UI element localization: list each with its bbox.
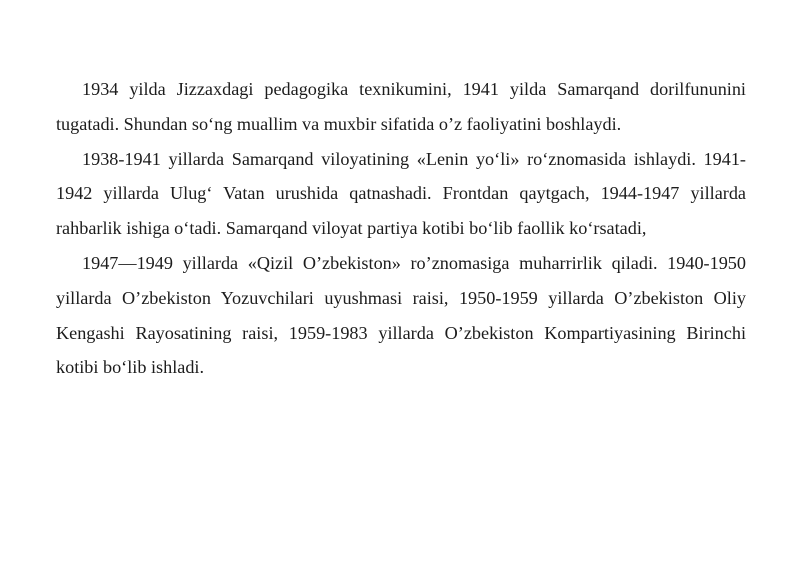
paragraph-education: 1934 yilda Jizzaxdagi pedagogika texnikumini, 1941 yilda Samarqand dorilfununini tugatadi. Shundan so‘ng muallim va muxbir sifatida o’z faoliyatini boshlaydi. — [56, 79, 746, 134]
paragraph-early-career: 1938-1941 yillarda Samarqand viloyatining «Lenin yo‘li» ro‘znomasida ishlaydi. 1941-1942 yillarda Ulug‘ Vatan urushida qatnashadi. Frontdan qaytgach, 1944-1947 yillarda rahbarlik ishiga o‘tadi. Samarqand viloyat partiya kotibi bo‘lib faollik ko‘rsatadi, — [56, 148, 746, 239]
paragraph-later-career: 1947—1949 yillarda «Qizil O’zbekiston» ro’znomasiga muharrirlik qiladi. 1940-1950 yillarda O’zbekiston Yozuvchilari uyushmasi raisi, 1950-1959 yillarda O’zbekiston Oliy Kengashi Rayosatining raisi, 1959-1983 yillarda O’zbekiston Kompartiyasining Birinchi kotibi bo‘lib ishladi. — [56, 252, 746, 378]
document-body — [56, 72, 746, 385]
